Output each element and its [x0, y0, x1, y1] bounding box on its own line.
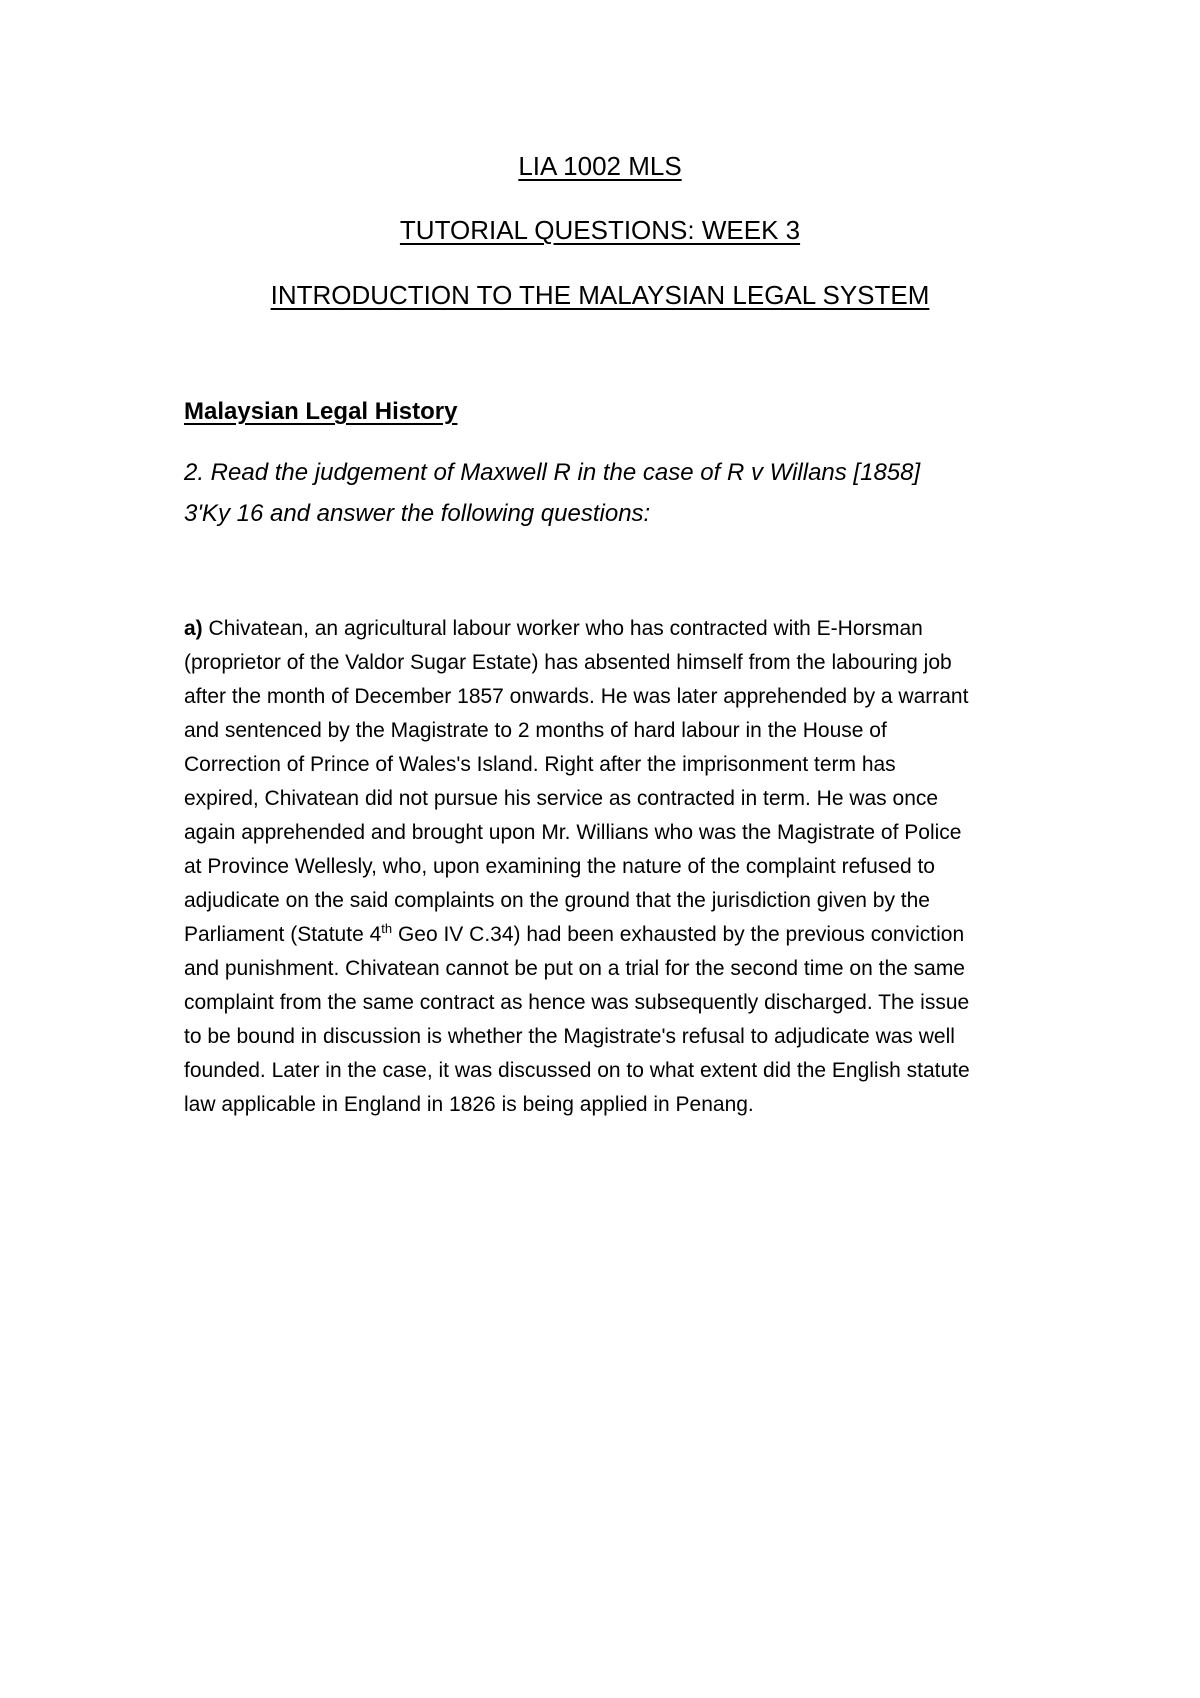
- question-line: 2. Read the judgement of Maxwell R in the case of R v Willans [1858]: [184, 459, 921, 486]
- ordinal-superscript: th: [381, 921, 393, 936]
- answer-line: (proprietor of the Valdor Sugar Estate) has absented himself from the labouring job: [184, 651, 952, 674]
- answer-line: again apprehended and brought upon Mr. Willians who was the Magistrate of Police: [184, 821, 962, 844]
- answer-line: to be bound in discussion is whether the Magistrate's refusal to adjudicate was well: [184, 1025, 955, 1048]
- answer-line-statute: [184, 918, 1034, 952]
- document-subtitle: TUTORIAL QUESTIONS: WEEK 3: [399, 215, 801, 245]
- answer-line: founded. Later in the case, it was discussed on to what extent did the English statute: [184, 1059, 970, 1082]
- section-heading: Malaysian Legal History: [184, 398, 458, 425]
- answer-line: complaint from the same contract as hence was subsequently discharged. The issue: [184, 991, 970, 1014]
- answer-line: after the month of December 1857 onwards. He was later apprehended by a warrant: [184, 685, 969, 708]
- answer-line: adjudicate on the said complaints on the ground that the jurisdiction given by the: [184, 889, 930, 912]
- statute-text-before: Parliament (Statute 4: [184, 923, 382, 946]
- course-code: LIA 1002 MLS: [518, 151, 682, 181]
- answer-line: [184, 612, 1034, 646]
- answer-line: at Province Wellesly, who, upon examining the nature of the complaint refused to: [184, 855, 935, 878]
- answer-line: Correction of Prince of Wales's Island. Right after the imprisonment term has: [184, 753, 896, 776]
- answer-line: expired, Chivatean did not pursue his service as contracted in term. He was once: [184, 787, 939, 810]
- question-line: 3'Ky 16 and answer the following questions:: [184, 500, 651, 527]
- document-title: INTRODUCTION TO THE MALAYSIAN LEGAL SYSTEM: [270, 280, 930, 310]
- answer-paragraph: [184, 612, 1034, 1122]
- answer-line: and punishment. Chivatean cannot be put on a trial for the second time on the same: [184, 957, 965, 980]
- answer-label: a): [184, 617, 203, 640]
- answer-line: law applicable in England in 1826 is being applied in Penang.: [184, 1093, 754, 1116]
- answer-text: Chivatean, an agricultural labour worker who has contracted with E-Horsman: [202, 617, 923, 640]
- statute-text-after: Geo IV C.34) had been exhausted by the previous conviction: [392, 923, 965, 946]
- answer-line: and sentenced by the Magistrate to 2 months of hard labour in the House of: [184, 719, 887, 742]
